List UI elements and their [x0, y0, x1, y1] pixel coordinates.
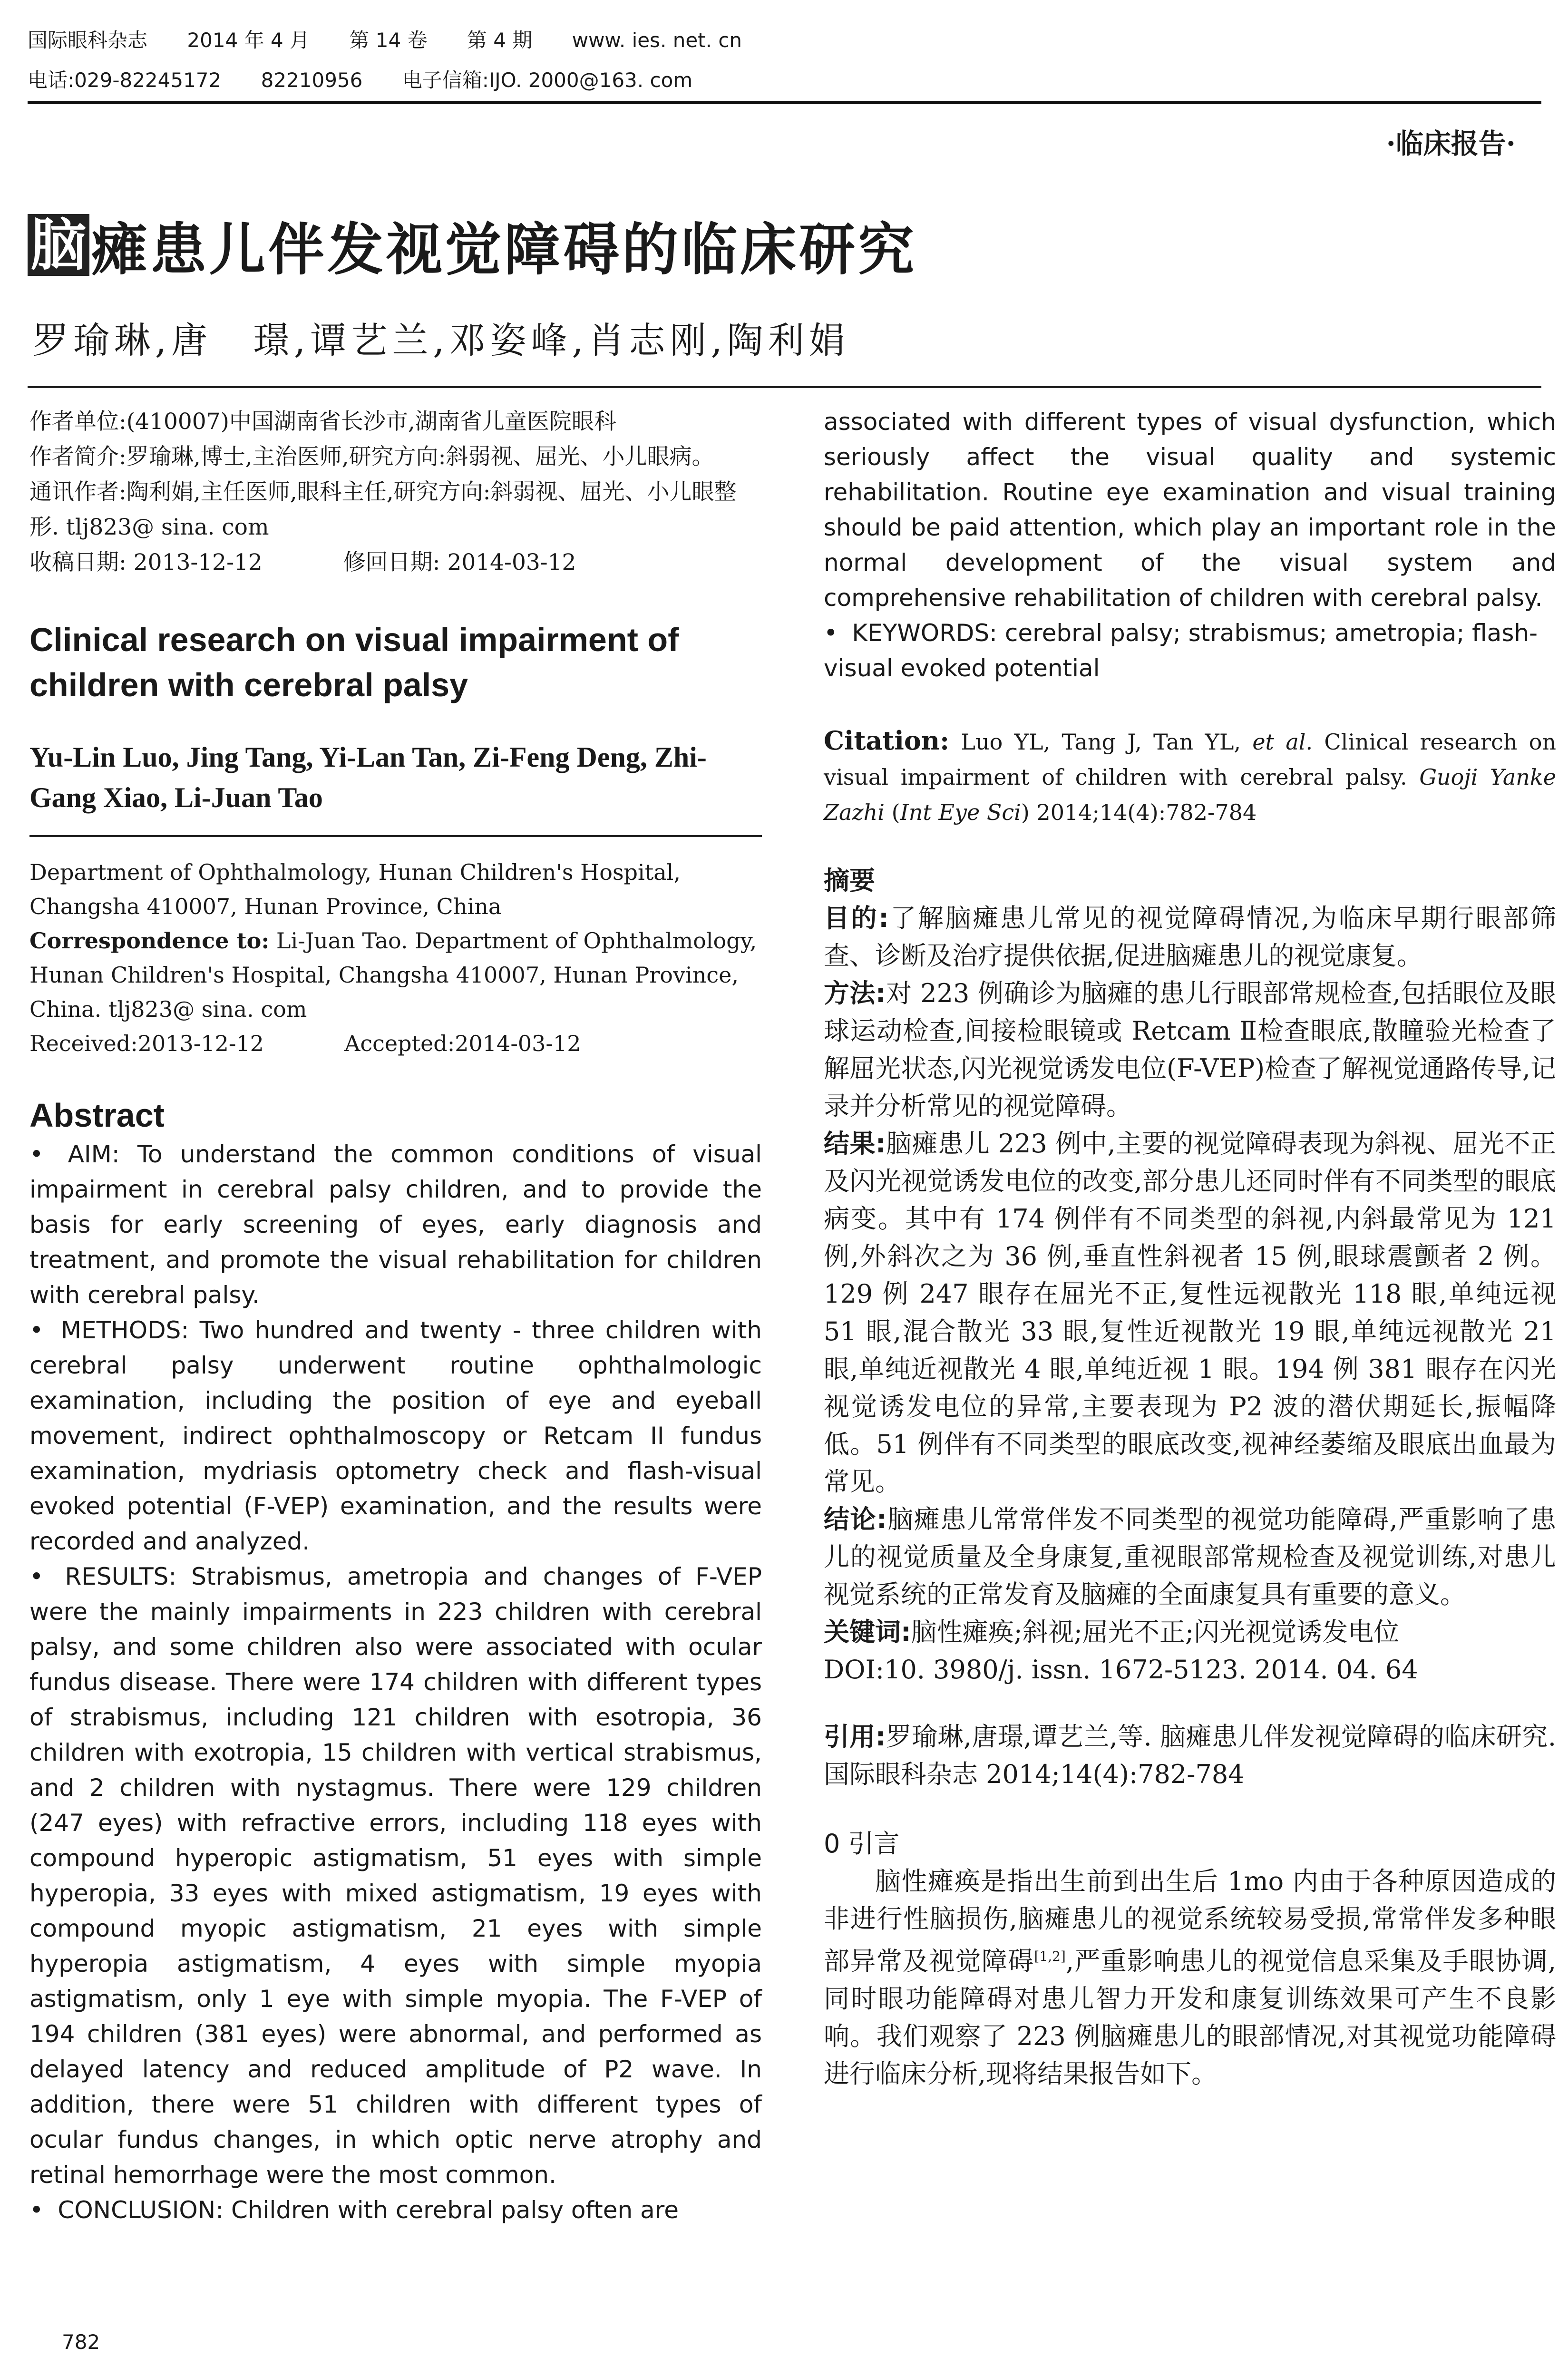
cn-conclusion	[824, 1500, 1556, 1613]
keywords-text: cerebral palsy; strabismus; ametropia; flash-visual evoked potential	[824, 619, 1538, 682]
phone2: 82210956	[261, 68, 363, 92]
cn-methods	[824, 974, 1556, 1125]
title-rest: 瘫患儿伴发视觉障碍的临床研究	[91, 217, 917, 283]
cn-results-label: 结果:	[824, 1129, 886, 1159]
received-date-en: Received:2013-12-12	[29, 1031, 264, 1056]
english-authors: Yu-Lin Luo, Jing Tang, Yi-Lan Tan, Zi-Feng Deng, Zhi-Gang Xiao, Li-Juan Tao	[29, 741, 707, 813]
keywords-label: KEYWORDS:	[852, 619, 997, 647]
authors-cn: 罗瑜琳,唐 璟,谭艺兰,邓姿峰,肖志刚,陶利娟	[32, 319, 850, 361]
website-link[interactable]: www. ies. net. cn	[572, 29, 742, 52]
cn-aim-label: 目的:	[824, 903, 889, 933]
author-divider	[29, 835, 762, 837]
abstract-heading: Abstract	[29, 1097, 165, 1134]
results-text: Strabismus, ametropia and changes of F-VEP were the mainly impairments in 223 children with cerebral palsy, and some children also were associated with ocular fundus disease. There were 174 children with different types of strabismus, including 121 children with esotropia, 36 children with exotropia, 15 children with vertical strabismus, and 2 children with nystagmus. There were 129 children (247 eyes) with refractive errors, including 118 eyes with compound hyperopic astigmatism, 51 eyes with simple hyperopia, 33 eyes with mixed astigmatism, 19 eyes with compound myopic astigmatism, 21 eyes with simple hyperopia astigmatism, 4 eyes with simple myopia astigmatism, only 1 eye with simple myopia. The F-VEP of 194 children (381 eyes) were abnormal, and performed as delayed latency and reduced amplitude of P2 wave. In addition, there were 51 children with different types of ocular fundus changes, in which optic nerve atrophy and retinal hemorrhage were the most common.	[29, 1563, 762, 2189]
dates-cn	[29, 545, 762, 580]
reference-marker[interactable]: [1,2]	[1034, 1948, 1066, 1964]
conclusion-text-part2: associated with different types of visual dysfunction, which seriously affect the visual quality and systemic rehabilitation. Routine eye examination and visual training should be paid attention, which play an important role in the normal development of the visual system and comprehensive rehabilitation of children with cerebral palsy.	[824, 408, 1556, 612]
cn-aim-text: 了解脑瘫患儿常见的视觉障碍情况,为临床早期行眼部筛查、诊断及治疗提供依据,促进脑瘫患儿的视觉康复。	[824, 903, 1556, 971]
cn-keywords	[824, 1613, 1556, 1651]
journal-header-line2	[28, 65, 726, 93]
issue: 第 4 期	[467, 29, 533, 52]
article-title	[28, 205, 917, 285]
email-link[interactable]: 电子信箱:IJO. 2000@163. com	[402, 68, 693, 92]
english-title: Clinical research on visual impairment of children with cerebral palsy	[29, 621, 679, 703]
author-bio: 作者简介:罗瑜琳,博士,主治医师,研究方向:斜弱视、屈光、小儿眼病。	[29, 444, 714, 470]
citation-en: Citation: Luo YL, Tang J, Tan YL, et al. Clinical research on visual impairment of children with cerebral palsy. Guoji Yanke Zazhi (Int Eye Sci) 2014;14(4):782-784	[824, 725, 1557, 825]
abstract-conclusion	[29, 2192, 762, 2228]
cn-citation-text: 罗瑜琳,唐璟,谭艺兰,等. 脑瘫患儿伴发视觉障碍的临床研究. 国际眼科杂志 2014;14(4):782-784	[824, 1722, 1556, 1789]
cn-citation-label: 引用:	[824, 1722, 886, 1752]
revised-date-cn: 修回日期: 2014-03-12	[343, 549, 576, 575]
cn-conclusion-label: 结论:	[824, 1504, 887, 1534]
left-column	[29, 404, 762, 2228]
correspondence-text: Li-Juan Tao. Department of Ophthalmology, Hunan Children's Hospital, Changsha 410007, Hunan Province, China. tlj823@ sina. com	[29, 928, 757, 1022]
conclusion-label: CONCLUSION:	[58, 2196, 224, 2224]
methods-text: Two hundred and twenty - three children with cerebral palsy underwent routine ophthalmologic examination, including the position of eye and eyeball movement, indirect ophthalmoscopy or Retcam II fundus examination, mydriasis optometry check and flash-visual evoked potential (F-VEP) examination, and the results were recorded and analyzed.	[29, 1316, 762, 1555]
cn-methods-text: 对 223 例确诊为脑瘫的患儿行眼部常规检查,包括眼位及眼球运动检查,间接检眼镜或 Retcam Ⅱ检查眼底,散瞳验光检查了解屈光状态,闪光视觉诱发电位(F-VEP)检查了解视觉通路传导,记录并分析常见的视觉障碍。	[824, 978, 1556, 1121]
results-label: RESULTS:	[65, 1563, 177, 1590]
methods-label: METHODS:	[60, 1316, 189, 1344]
aim-text: To understand the common conditions of visual impairment in cerebral palsy children, and to provide the basis for early screening of eyes, early diagnosis and treatment, and promote the visual rehabilitation for children with cerebral palsy.	[29, 1140, 762, 1309]
abstract-methods	[29, 1313, 762, 1559]
title-divider	[28, 386, 1541, 388]
en-department: Department of Ophthalmology, Hunan Children's Hospital, Changsha 410007, Hunan Province, China	[29, 859, 681, 919]
section-label: ·临床报告·	[1386, 127, 1516, 160]
cn-aim	[824, 899, 1556, 974]
received-date-cn: 收稿日期: 2013-12-12	[29, 549, 263, 575]
citation-journal-abbr: Int Eye Sci	[900, 799, 1021, 825]
issue-date: 2014 年 4 月	[187, 29, 310, 52]
en-correspondence	[29, 924, 762, 1026]
cn-results-text: 脑瘫患儿 223 例中,主要的视觉障碍表现为斜视、屈光不正及闪光视觉诱发电位的改变,部分患儿还同时伴有不同类型的眼底病变。其中有 174 例伴有不同类型的斜视,内斜最常见为 121 例,外斜次之为 36 例,垂直性斜视者 15 例,眼球震颤者 2 例。129 例 247 眼存在屈光不正,复性远视散光 118 眼,单纯远视 51 眼,混合散光 33 眼,复性近视散光 19 眼,单纯远视散光 21 眼,单纯近视散光 4 眼,单纯近视 1 眼。194 例 381 眼存在闪光视觉诱发电位的异常,主要表现为 P2 波的潜伏期延长,振幅降低。51 例伴有不同类型的眼底改变,视神经萎缩及眼底出血最为常见。	[824, 1129, 1556, 1497]
cn-abstract-heading: 摘要	[824, 866, 875, 896]
intro-heading: 0 引言	[824, 1829, 900, 1859]
volume: 第 14 卷	[349, 29, 428, 52]
citation-etal: et al.	[1252, 729, 1313, 755]
journal-header-line1	[28, 25, 775, 53]
cn-methods-label: 方法:	[824, 978, 886, 1008]
citation-volume: 2014;14(4):782-784	[1036, 799, 1257, 825]
abstract-keywords	[824, 615, 1556, 686]
page-number: 782	[62, 2330, 100, 2354]
conclusion-text-part1: Children with cerebral palsy often are	[231, 2196, 679, 2224]
citation-title: Clinical research on visual impairment of children with cerebral palsy.	[824, 729, 1557, 790]
journal-name: 国际眼科杂志	[28, 29, 148, 52]
intro-text-1: 脑性瘫痪是指出生前到出生后 1mo 内由于各种原因造成的非进行性脑损伤,脑瘫患儿的视觉系统较易受损,常常伴发多种眼部异常及视觉障碍	[824, 1866, 1556, 1976]
citation-journal: Guoji Yanke Zazhi	[824, 764, 1556, 825]
cn-keywords-label: 关键词:	[824, 1617, 911, 1647]
abstract-results	[29, 1559, 762, 2192]
aim-label: AIM:	[68, 1140, 120, 1168]
title-first-char: 脑	[28, 214, 89, 276]
accepted-date-en: Accepted:2014-03-12	[344, 1031, 581, 1056]
correspondence-label: Correspondence to:	[29, 928, 270, 954]
intro-text-2: ,严重影响患儿的视觉信息采集及手眼协调,同时眼功能障碍对患儿智力开发和康复训练效果可产生不良影响。我们观察了 223 例脑瘫患儿的眼部情况,对其视觉功能障碍进行临床分析,现将结果报告如下。	[824, 1946, 1556, 2089]
right-column	[824, 404, 1556, 2093]
cn-conclusion-text: 脑瘫患儿常常伴发不同类型的视觉功能障碍,严重影响了患儿的视觉质量及全身康复,重视眼部常规检查及视觉训练,对患儿视觉系统的正常发育及脑瘫的全面康复具有重要的意义。	[824, 1504, 1556, 1609]
header-divider	[28, 101, 1541, 104]
citation-authors: Luo YL, Tang J, Tan YL,	[961, 729, 1241, 755]
author-unit: 作者单位:(410007)中国湖南省长沙市,湖南省儿童医院眼科	[29, 409, 616, 435]
citation-label: Citation:	[824, 725, 950, 756]
cn-keywords-text: 脑性瘫痪;斜视;屈光不正;闪光视觉诱发电位	[911, 1617, 1400, 1647]
intro-paragraph	[824, 1862, 1556, 2093]
abstract-aim	[29, 1137, 762, 1313]
corresponding-author: 通讯作者:陶利娟,主任医师,眼科主任,研究方向:斜弱视、屈光、小儿眼整形. tlj823@ sina. com	[29, 479, 737, 540]
phone: 电话:029-82245172	[28, 68, 222, 92]
doi[interactable]: DOI:10. 3980/j. issn. 1672-5123. 2014. 04. 64	[824, 1655, 1418, 1685]
cn-citation	[824, 1718, 1556, 1793]
en-dates	[29, 1026, 762, 1061]
cn-results	[824, 1125, 1556, 1500]
